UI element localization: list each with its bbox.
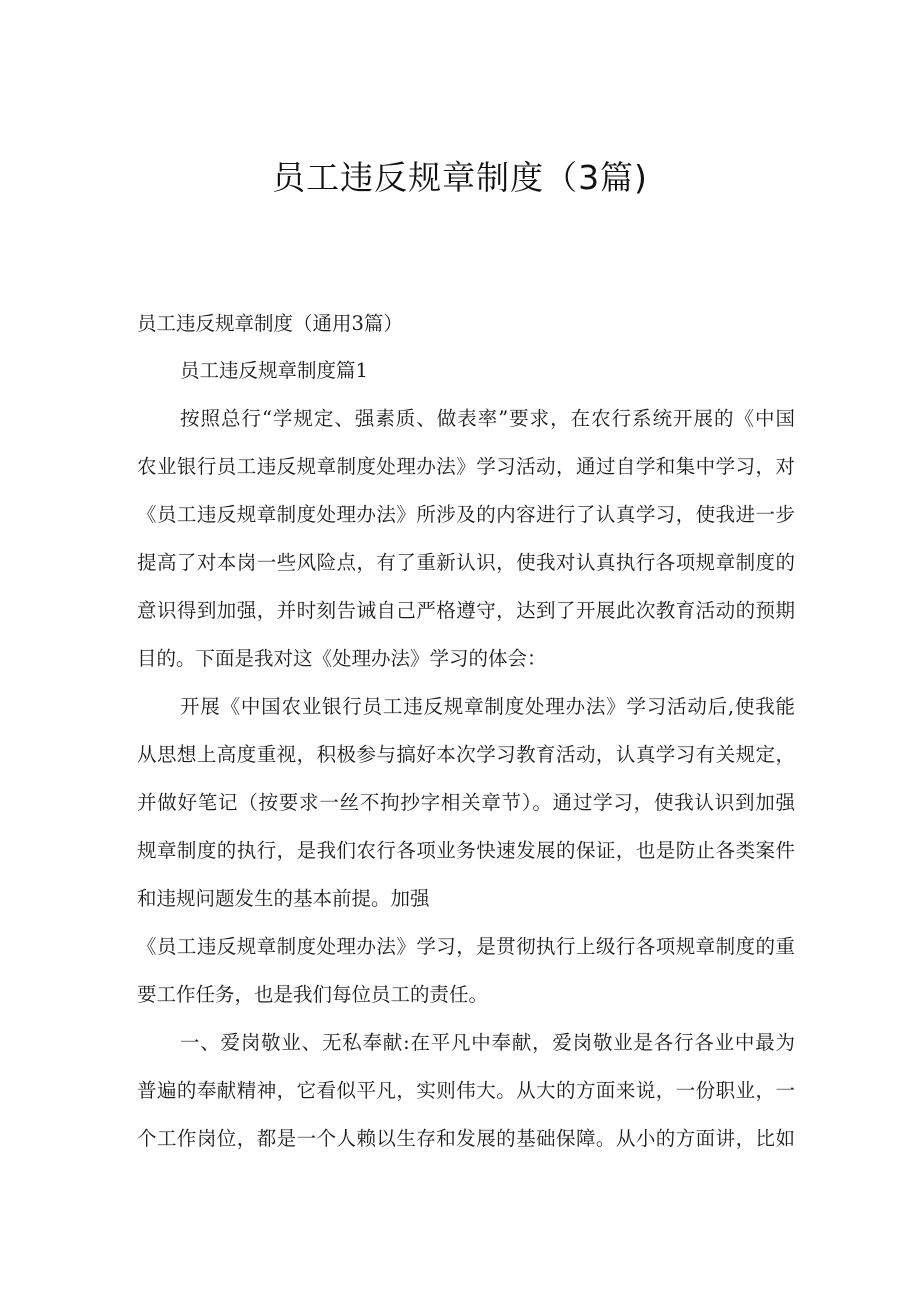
paragraph-2-line-3: 并做好笔记（按要求一丝不拘抄字相关章节）。通过学习，使我认识到加强	[137, 791, 795, 814]
document-title: 员工违反规章制度（3篇)	[272, 158, 648, 197]
paragraph-3-line-1: 一、爱岗敬业、无私奉献:在平凡中奉献，爱岗敬业是各行各业中最为	[180, 1031, 795, 1054]
paragraph-2-line-2: 从思想上高度重视，积极参与搞好本次学习教育活动，认真学习有关规定，	[137, 743, 795, 766]
paragraph-1-line-6: 目的。下面是我对这《处理办法》学习的体会：	[137, 647, 547, 670]
paragraph-3-line-2: 普遍的奉献精神，它看似平凡，实则伟大。从大的方面来说，一份职业，一	[137, 1079, 795, 1102]
paragraph-1-line-3: 《员工违反规章制度处理办法》所涉及的内容进行了认真学习，使我进一步	[137, 503, 795, 526]
paragraph-3-line-3: 个工作岗位，都是一个人赖以生存和发展的基础保障。从小的方面讲，比如	[137, 1127, 795, 1150]
paragraph-1-line-1: 按照总行“学规定、强素质、做表率”要求，在农行系统开展的《中国	[180, 407, 795, 430]
paragraph-1-line-4: 提高了对本岗一些风险点，有了重新认识，使我对认真执行各项规章制度的	[137, 551, 795, 574]
paragraph-1-line-2: 农业银行员工违反规章制度处理办法》学习活动，通过自学和集中学习，对	[137, 455, 795, 478]
document-subtitle: 员工违反规章制度（通用3篇）	[137, 312, 403, 335]
paragraph-1-line-5: 意识得到加强，并时刻告诫自己严格遵守，达到了开展此次教育活动的预期	[137, 599, 795, 622]
section-heading: 员工违反规章制度篇1	[180, 359, 368, 382]
paragraph-2-line-5: 和违规问题发生的基本前提。加强	[137, 887, 430, 910]
paragraph-2-line-1: 开展《中国农业银行员工违反规章制度处理办法》学习活动后,使我能	[180, 695, 795, 718]
paragraph-2-line-7: 要工作任务，也是我们每位员工的责任。	[137, 983, 489, 1006]
paragraph-2-line-4: 规章制度的执行，是我们农行各项业务快速发展的保证，也是防止各类案件	[137, 839, 795, 862]
paragraph-2-line-6: 《员工违反规章制度处理办法》学习，是贯彻执行上级行各项规章制度的重	[137, 935, 795, 958]
